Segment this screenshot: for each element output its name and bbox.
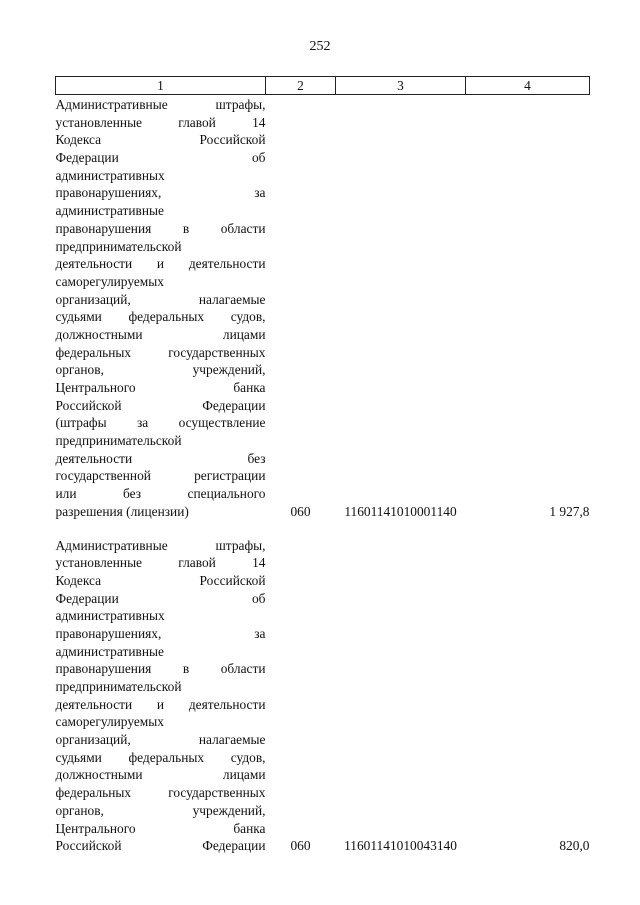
description-line: организаций, налагаемые [55,291,266,307]
row-amount: 820,0 [559,838,590,854]
page-number: 252 [309,39,331,54]
row-admin-code: 060 [290,838,311,854]
description-line: (штрафы за осуществление [55,415,266,431]
description-line: предпринимательской [55,679,182,694]
description-line: или без специального [55,486,266,502]
description-line: федеральных государственных [55,785,266,801]
description-line: деятельности и деятельности [55,256,266,272]
description-line: правонарушения в области [55,220,266,236]
description-line: органов, учреждений, [55,802,266,818]
description-line: организаций, налагаемые [55,732,266,748]
description-line: установленные главой 14 [55,114,266,130]
description-line: саморегулируемых [55,714,164,730]
description-line: должностными лицами [55,326,266,342]
description-line: предпринимательской [55,238,182,254]
description-line: разрешения (лицензии) [55,503,189,519]
table-row [56,521,590,855]
description-line: установленные главой 14 [55,555,266,571]
row-description [56,95,266,521]
description-line: правонарушениях, за [55,185,266,201]
description-line: деятельности без [55,450,266,466]
row-admin-code: 060 [290,503,311,519]
table-row [56,95,590,521]
description-line: правонарушениях, за [55,625,266,641]
description-line: Административные штрафы, [55,537,266,553]
description-line: должностными лицами [55,767,266,783]
description-line: судьями федеральных судов, [55,749,266,765]
description-line: административные [55,643,164,659]
row-kbk-code: 11601141010001140 [344,503,457,519]
description-line: государственной регистрации [55,468,266,484]
description-line: органов, учреждений, [55,362,266,378]
description-line: саморегулируемых [55,273,164,289]
description-line: деятельности и деятельности [55,696,266,712]
description-line: предпринимательской [55,433,182,449]
description-line: Кодекса Российской [55,572,266,588]
row-description [56,521,266,855]
header-row [56,77,590,95]
description-line: Административные штрафы, [55,97,266,112]
description-line: Центрального банка [55,380,266,395]
description-line: Федерации об [55,150,266,166]
description-line: правонарушения в области [55,661,266,677]
description-line: Федерации об [55,590,266,606]
header-col-1: 1 [56,77,266,95]
description-line: административных [55,167,165,183]
description-line: федеральных государственных [55,344,266,360]
row-kbk-code: 11601141010043140 [344,838,457,854]
header-col-3: 3 [336,77,466,95]
header-col-2: 2 [266,77,336,95]
description-line: судьями федеральных судов, [55,309,266,325]
description-line: административных [55,608,165,624]
description-line: Центрального банка [55,820,266,836]
header-col-4: 4 [466,77,590,95]
description-line: Российской Федерации [55,397,266,413]
description-line: административные [55,203,164,219]
description-line: Кодекса Российской [55,132,266,148]
description-line: Российской Федерации [55,838,266,854]
budget-table [55,76,590,855]
row-amount: 1 927,8 [549,503,590,519]
